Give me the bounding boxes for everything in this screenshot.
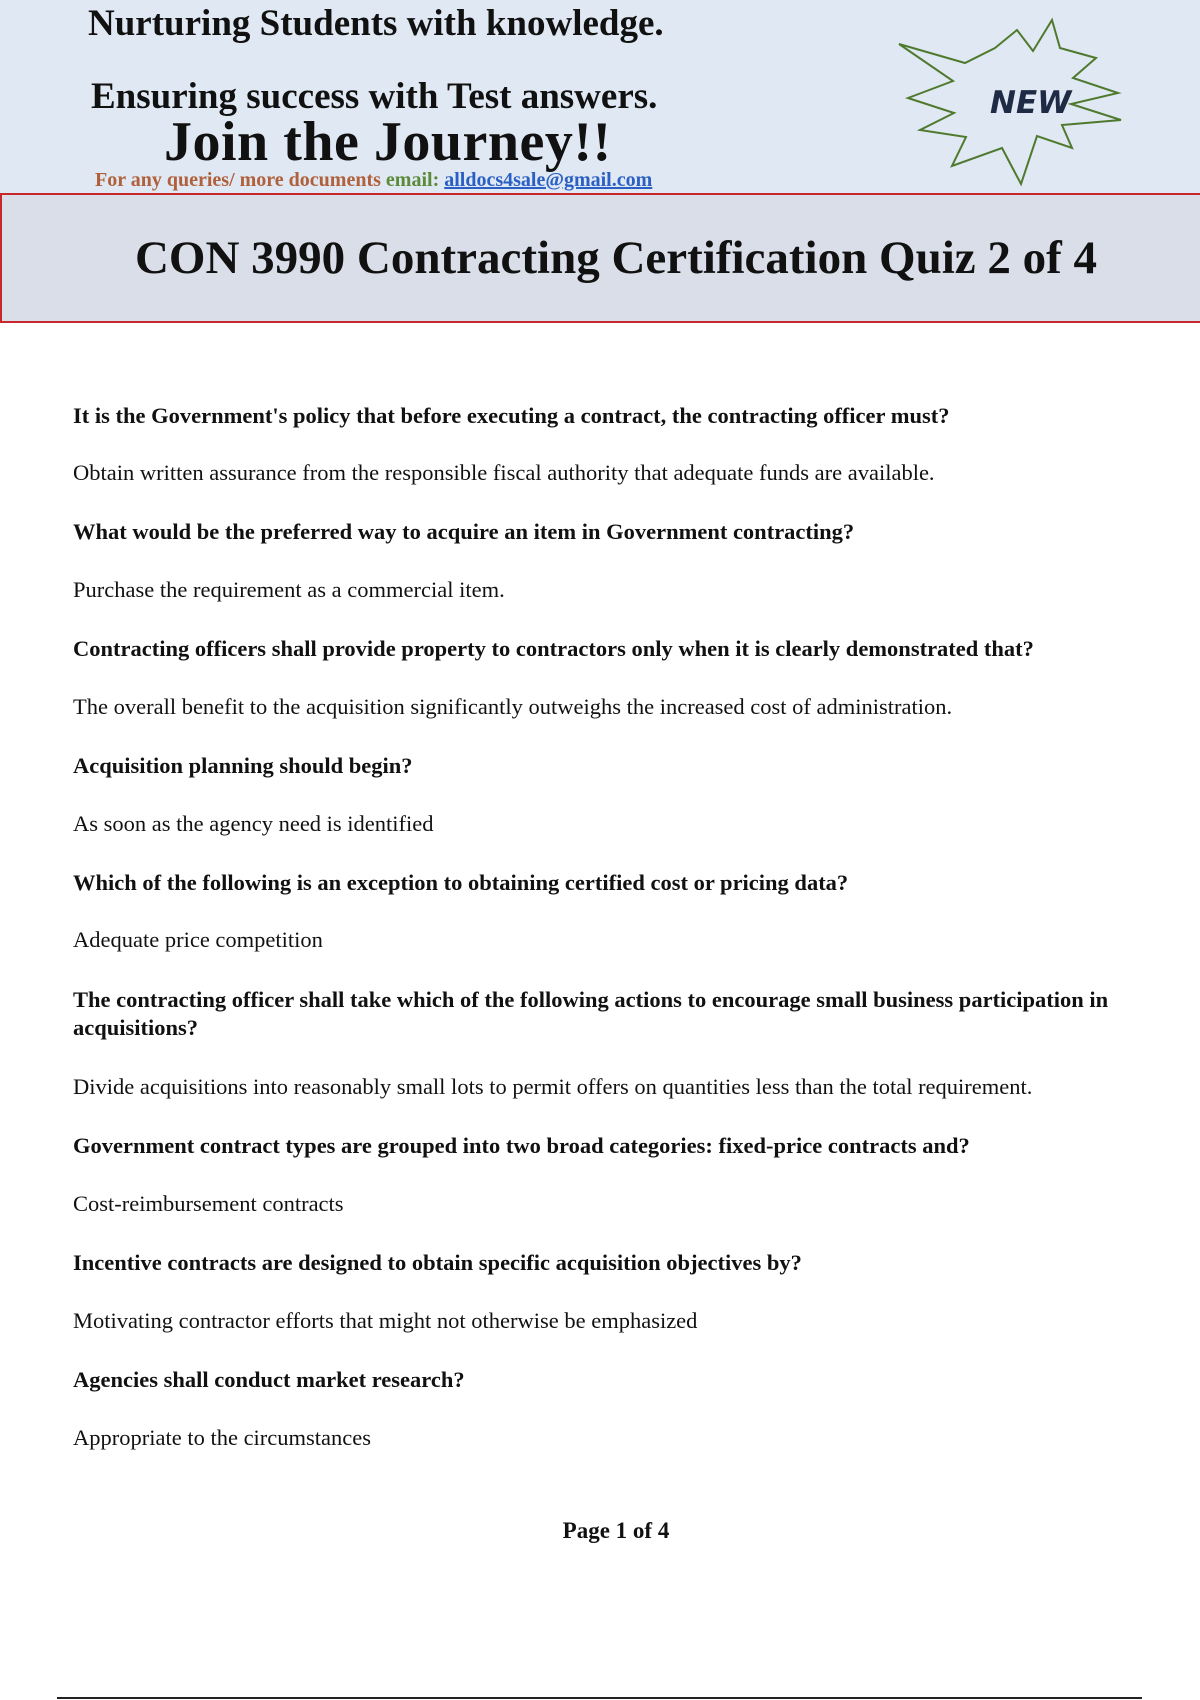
answer-2: Purchase the requirement as a commercial item. <box>73 577 505 602</box>
document-title: CON 3990 Contracting Certification Quiz 2 of 4 <box>134 232 1098 284</box>
new-badge-label: NEW <box>990 85 1072 121</box>
question-7: Government contract types are grouped into two broad categories: fixed-price contracts and? <box>73 1133 970 1158</box>
question-1: It is the Government's policy that before executing a contract, the contracting officer must? <box>73 403 950 428</box>
join-journey-heading: Join the Journey!! <box>164 111 612 173</box>
answer-4: As soon as the agency need is identified <box>73 811 434 836</box>
title-box <box>0 193 1200 323</box>
question-3: Contracting officers shall provide property to contractors only when it is clearly demonstrated that? <box>73 636 1034 661</box>
answer-6: Divide acquisitions into reasonably small lots to permit offers on quantities less than the total requirement. <box>73 1074 1033 1099</box>
answer-7: Cost-reimbursement contracts <box>73 1191 344 1216</box>
answer-1: Obtain written assurance from the responsible fiscal authority that adequate funds are available. <box>73 460 935 485</box>
answer-9: Appropriate to the circumstances <box>73 1425 372 1450</box>
tagline-success: Ensuring success with Test answers. <box>91 76 658 117</box>
tagline-knowledge: Nurturing Students with knowledge. <box>88 3 664 44</box>
question-2: What would be the preferred way to acquire an item in Government contracting? <box>73 519 855 544</box>
question-6: The contracting officer shall take which of the following actions to encourage small business participation in acquisitions? <box>73 987 1109 1040</box>
email-link[interactable]: alldocs4sale@gmail.com <box>444 169 653 191</box>
email-label: email: <box>385 169 440 191</box>
answer-3: The overall benefit to the acquisition significantly outweighs the increased cost of administration. <box>73 694 953 719</box>
answer-8: Motivating contractor efforts that might not otherwise be emphasized <box>73 1308 698 1333</box>
question-5: Which of the following is an exception to obtaining certified cost or pricing data? <box>73 870 849 895</box>
question-9: Agencies shall conduct market research? <box>73 1367 465 1392</box>
contact-line <box>95 169 652 192</box>
question-8: Incentive contracts are designed to obtain specific acquisition objectives by? <box>73 1250 802 1275</box>
answer-5: Adequate price competition <box>73 927 323 952</box>
page-number: Page 1 of 4 <box>562 1518 670 1543</box>
question-4: Acquisition planning should begin? <box>73 753 413 778</box>
header-banner <box>0 0 1200 193</box>
contact-prefix: For any queries/ more documents <box>95 169 381 191</box>
bottom-divider <box>57 1697 1142 1699</box>
